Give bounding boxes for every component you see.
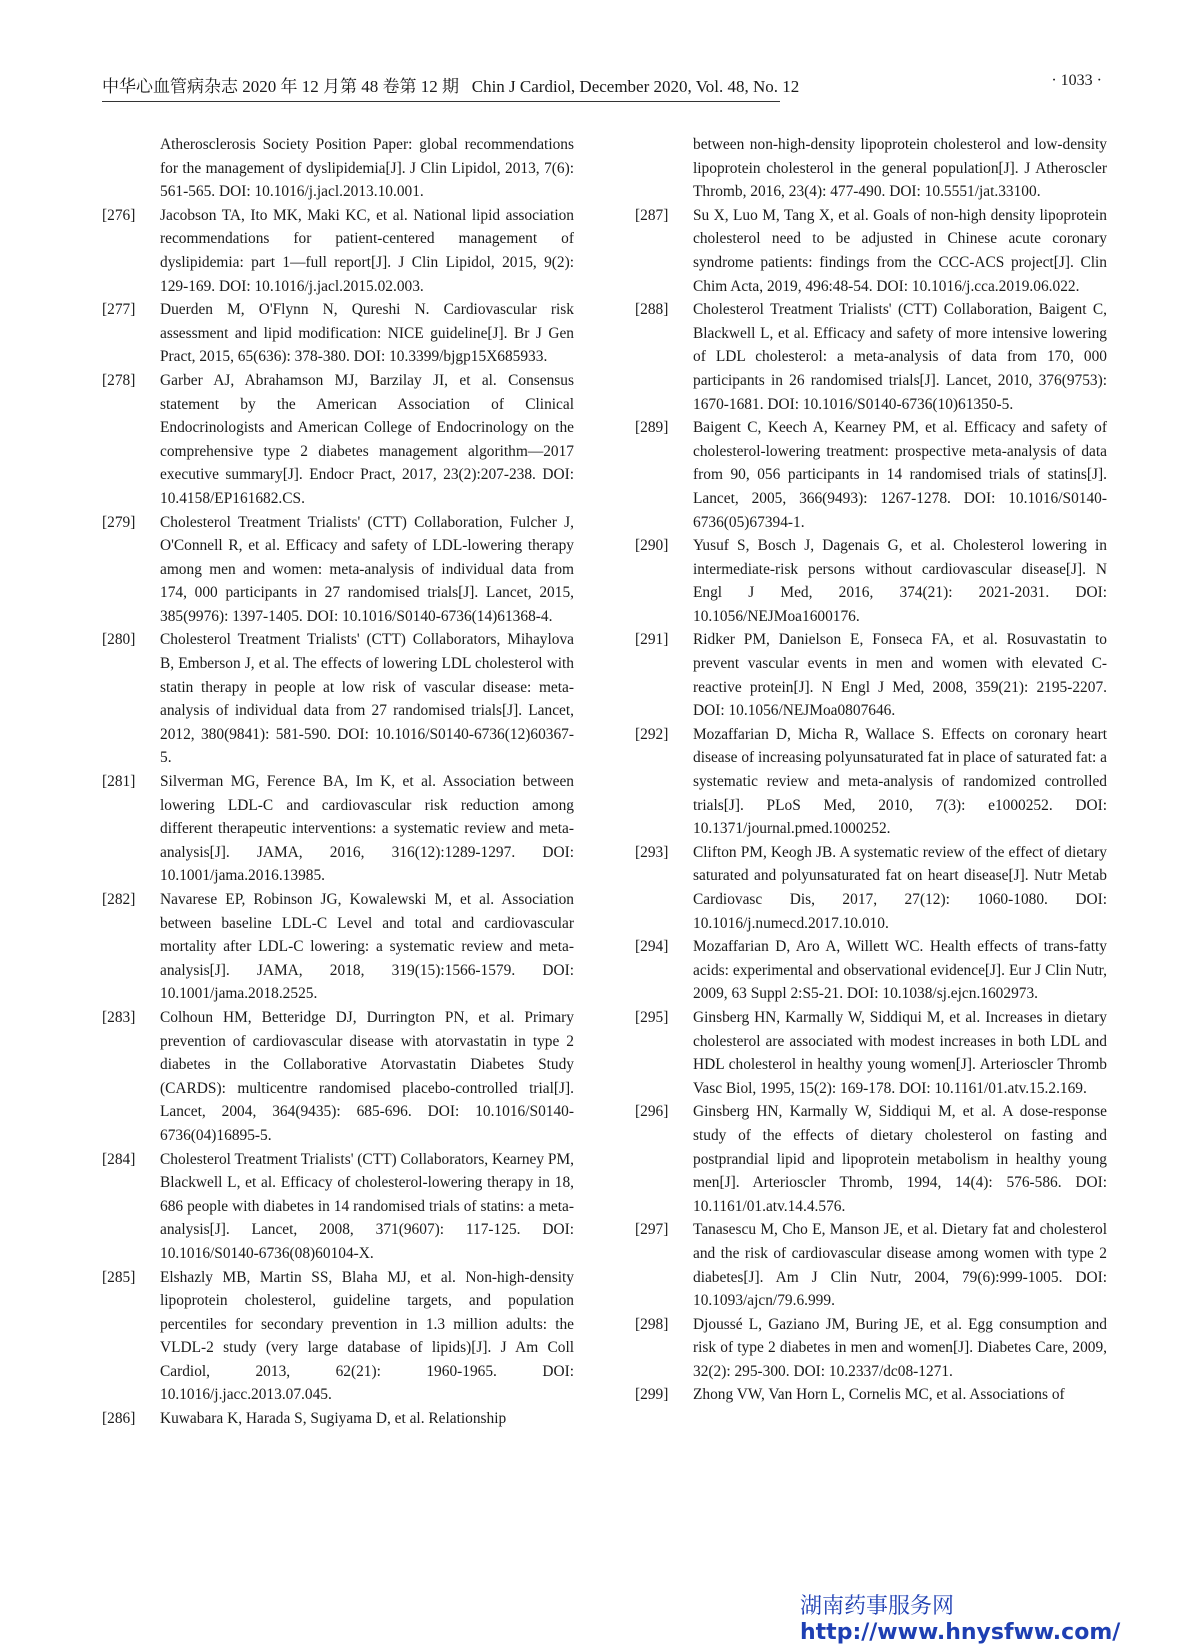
reference-item <box>635 628 1107 722</box>
reference-text: Baigent C, Keech A, Kearney PM, et al. Efficacy and safety of cholesterol-lowering treatment: prospective meta-analysis of data from 90, 056 participants in 14 randomised trials of statins[J]. Lancet, 2005, 366(9493): 1267-1278. DOI: 10.1016/S0140-6736(05)67394-1. <box>693 419 1107 531</box>
reference-list <box>635 204 1107 1407</box>
journal-citation <box>102 72 800 102</box>
reference-text: Clifton PM, Keogh JB. A systematic review of the effect of dietary saturated and polyunsaturated fat on heart disease[J]. Nutr Metab Cardiovasc Dis, 2017, 27(12): 1060-1080. DOI: 10.1016/j.numecd.2017.10.010. <box>693 843 1107 932</box>
reference-number: [283] <box>102 1008 136 1026</box>
reference-item <box>635 1383 1107 1407</box>
reference-text: Jacobson TA, Ito MK, Maki KC, et al. National lipid association recommendations for patient-centered management of dyslipidemia: part 1—full report[J]. J Clin Lipidol, 2015, 9(2): 129-169. DOI: 10.1016/j.jacl.2015.02.003. <box>160 206 574 295</box>
reference-number: [286] <box>102 1410 136 1428</box>
reference-number: [284] <box>102 1150 136 1168</box>
reference-item <box>635 204 1107 298</box>
reference-text: Tanasescu M, Cho E, Manson JE, et al. Dietary fat and cholesterol and the risk of cardiovascular disease among women with type 2 diabetes[J]. Am J Clin Nutr, 2004, 79(6):999-1005. DOI: 10.1093/ajcn/79.6.999. <box>693 1221 1107 1310</box>
page-number: · 1033 · <box>1051 72 1102 89</box>
reference-number: [288] <box>635 301 669 319</box>
reference-item <box>635 935 1107 1006</box>
reference-text: Duerden M, O'Flynn N, Qureshi N. Cardiovascular risk assessment and lipid modification: NICE guideline[J]. Br J Gen Pract, 2015, 65(636): 378-380. DOI: 10.3399/bjgp15X685933. <box>160 301 574 366</box>
reference-text: Zhong VW, Van Horn L, Cornelis MC, et al. Associations of <box>693 1386 1065 1404</box>
reference-text: Yusuf S, Bosch J, Dagenais G, et al. Cholesterol lowering in intermediate-risk persons without cardiovascular disease[J]. N Engl J Med, 2016, 374(21): 2021-2031. DOI: 10.1056/NEJMoa1600176. <box>693 537 1107 625</box>
reference-number: [287] <box>635 206 669 224</box>
reference-number: [290] <box>635 537 669 555</box>
reference-item <box>635 841 1107 935</box>
reference-item <box>635 1100 1107 1218</box>
reference-item <box>635 534 1107 628</box>
reference-item <box>102 204 574 298</box>
reference-item <box>102 298 574 369</box>
reference-item <box>102 770 574 888</box>
reference-text: Cholesterol Treatment Trialists' (CTT) Collaborators, Kearney PM, Blackwell L, et al. Efficacy of cholesterol-lowering therapy in 18, 686 people with diabetes in 14 randomised trials of statins: a meta-analysis[J]. Lancet, 2008, 371(9607): 117-125. DOI: 10.1016/S0140-6736(08)60104-X. <box>160 1150 575 1262</box>
reference-text: Djoussé L, Gaziano JM, Buring JE, et al. Egg consumption and risk of type 2 diabetes in men and women[J]. Diabetes Care, 2009, 32(2): 295-300. DOI: 10.2337/dc08-1271. <box>693 1315 1107 1380</box>
reference-text: Cholesterol Treatment Trialists' (CTT) Collaboration, Baigent C, Blackwell L, et al. Efficacy and safety of more intensive lowering of LDL cholesterol: a meta-analysis of data from 170, 000 participants in 26 randomised trials[J]. Lancet, 2010, 376(9753): 1670-1681. DOI: 10.1016/S0140-6736(10)61350-5. <box>693 301 1107 413</box>
reference-item <box>635 298 1107 416</box>
reference-text: Ginsberg HN, Karmally W, Siddiqui M, et al. Increases in dietary cholesterol are associated with modest increases in both LDL and HDL cholesterol in healthy young women[J]. Arterioscler Thromb Vasc Biol, 1995, 15(2): 169-178. DOI: 10.1161/01.atv.15.2.169. <box>693 1008 1107 1097</box>
reference-number: [297] <box>635 1221 669 1239</box>
reference-text: Su X, Luo M, Tang X, et al. Goals of non-high density lipoprotein cholesterol need to be adjusted in Chinese acute coronary syndrome patients: findings from the CCC-ACS project[J]. Clin Chim Acta, 2019, 496:48-54. DOI: 10.1016/j.cca.2019.06.022. <box>693 206 1107 295</box>
watermark-url: http://www.hnysfww.com/ <box>800 1620 1121 1645</box>
running-header <box>102 68 1102 98</box>
reference-number: [280] <box>102 631 136 649</box>
reference-item <box>635 1006 1107 1100</box>
reference-number: [292] <box>635 725 669 743</box>
journal-title-cn: 中华心血管病杂志 2020 年 12 月第 48 卷第 12 期 <box>102 77 459 96</box>
reference-list <box>102 204 574 1431</box>
right-column <box>635 133 1107 1407</box>
reference-number: [282] <box>102 891 136 908</box>
reference-item <box>635 1313 1107 1384</box>
reference-number: [295] <box>635 1008 669 1026</box>
reference-number: [281] <box>102 773 136 791</box>
reference-number: [285] <box>102 1268 136 1286</box>
reference-item <box>102 1148 574 1266</box>
reference-number: [276] <box>102 206 136 224</box>
journal-title-en: Chin J Cardiol, December 2020, Vol. 48, No. 12 <box>471 77 800 96</box>
reference-text: Mozaffarian D, Micha R, Wallace S. Effects on coronary heart disease of increasing polyunsaturated fat in place of saturated fat: a systematic review and meta-analysis of randomized controlled trials[J]. PLoS Med, 2010, 7(3): e1000252. DOI: 10.1371/journal.pmed.1000252. <box>693 725 1107 838</box>
reference-number: [291] <box>635 631 669 649</box>
reference-text: Cholesterol Treatment Trialists' (CTT) Collaborators, Mihaylova B, Emberson J, et al. The effects of lowering LDL cholesterol with statin therapy in people at low risk of vascular disease: meta-analysis of individual data from 27 randomised trials[J]. Lancet, 2012, 380(9841): 581-590. DOI: 10.1016/S0140-6736(12)60367-5. <box>160 631 574 767</box>
left-column <box>102 133 574 1431</box>
reference-item <box>102 628 574 770</box>
reference-number: [279] <box>102 513 136 531</box>
reference-text: Cholesterol Treatment Trialists' (CTT) Collaboration, Fulcher J, O'Connell R, et al. Efficacy and safety of LDL-lowering therapy among men and women: meta-analysis of individual data from 174, 000 participants in 27 randomised trials[J]. Lancet, 2015, 385(9976): 1397-1405. DOI: 10.1016/S0140-6736(14)61368-4. <box>160 513 574 625</box>
reference-text: Ginsberg HN, Karmally W, Siddiqui M, et al. A dose-response study of the effects of dietary cholesterol on fasting and postprandial lipid and lipoprotein metabolism in healthy young men[J]. Arterioscler Thromb, 1994, 14(4): 576-586. DOI: 10.1161/01.atv.14.4.576. <box>693 1103 1107 1215</box>
reference-number: [294] <box>635 938 669 956</box>
reference-number: [289] <box>635 419 669 437</box>
reference-item <box>102 369 574 511</box>
reference-number: [299] <box>635 1386 669 1404</box>
reference-number: [298] <box>635 1315 669 1333</box>
reference-text: Silverman MG, Ference BA, Im K, et al. Association between lowering LDL-C and cardiovascular risk reduction among different therapeutic interventions: a systematic review and meta-analysis[J]. JAMA, 2016, 316(12):1289-1297. DOI: 10.1001/jama.2016.13985. <box>160 773 574 885</box>
reference-number: [277] <box>102 301 136 319</box>
reference-number: [296] <box>635 1103 669 1121</box>
reference-item <box>102 1266 574 1408</box>
reference-continuation: Atherosclerosis Society Position Paper: global recommendations for the management of dyslipidemia[J]. J Clin Lipidol, 2013, 7(6): 561-565. DOI: 10.1016/j.jacl.2013.10.001. <box>160 136 574 201</box>
reference-continuation: between non-high-density lipoprotein cholesterol and low-density lipoprotein cholesterol in the general population[J]. J Atheroscler Thromb, 2016, 23(4): 477-490. DOI: 10.5551/jat.33100. <box>693 136 1107 201</box>
reference-item <box>102 888 574 1006</box>
watermark-text: 湖南药事服务网 <box>800 1594 955 1619</box>
reference-text: Ridker PM, Danielson E, Fonseca FA, et al. Rosuvastatin to prevent vascular events in men and women with elevated C-reactive protein[J]. N Engl J Med, 2008, 359(21): 2195-2207. DOI: 10.1056/NEJMoa0807646. <box>693 631 1107 720</box>
reference-item <box>635 1218 1107 1312</box>
reference-text: Elshazly MB, Martin SS, Blaha MJ, et al. Non-high-density lipoprotein cholesterol, guideline targets, and population percentiles for secondary prevention in 1.3 million adults: the VLDL-2 study (very large database of lipids)[J]. J Am Coll Cardiol, 2013, 62(21): 1960-1965. DOI: 10.1016/j.jacc.2013.07.045. <box>160 1268 574 1404</box>
reference-item <box>102 511 574 629</box>
reference-item <box>102 1407 574 1431</box>
reference-text: Garber AJ, Abrahamson MJ, Barzilay JI, et al. Consensus statement by the American Association of Clinical Endocrinologists and American College of Endocrinology on the comprehensive type 2 diabetes management algorithm—2017 executive summary[J]. Endocr Pract, 2017, 23(2):207-238. DOI: 10.4158/EP161682.CS. <box>160 371 574 507</box>
reference-number: [293] <box>635 843 669 861</box>
reference-item <box>635 416 1107 534</box>
reference-item <box>102 1006 574 1148</box>
reference-text: Colhoun HM, Betteridge DJ, Durrington PN, et al. Primary prevention of cardiovascular disease with atorvastatin in type 2 diabetes in the Collaborative Atorvastatin Diabetes Study (CARDS): multicentre randomised placebo-controlled trial[J]. Lancet, 2004, 364(9435): 685-696. DOI: 10.1016/S0140-6736(04)16895-5. <box>160 1008 574 1144</box>
reference-item <box>635 723 1107 841</box>
reference-text: Kuwabara K, Harada S, Sugiyama D, et al. Relationship <box>160 1410 507 1428</box>
reference-text: Mozaffarian D, Aro A, Willett WC. Health effects of trans-fatty acids: experimental and observational evidence[J]. Eur J Clin Nutr, 2009, 63 Suppl 2:S5-21. DOI: 10.1038/sj.ejcn.1602973. <box>693 938 1107 1003</box>
reference-text: Navarese EP, Robinson JG, Kowalewski M, et al. Association between baseline LDL-C Level and total and cardiovascular mortality after LDL-C lowering: a systematic review and meta-analysis[J]. JAMA, 2018, 319(15):1566-1579. DOI: 10.1001/jama.2018.2525. <box>160 891 574 1003</box>
reference-number: [278] <box>102 371 136 389</box>
